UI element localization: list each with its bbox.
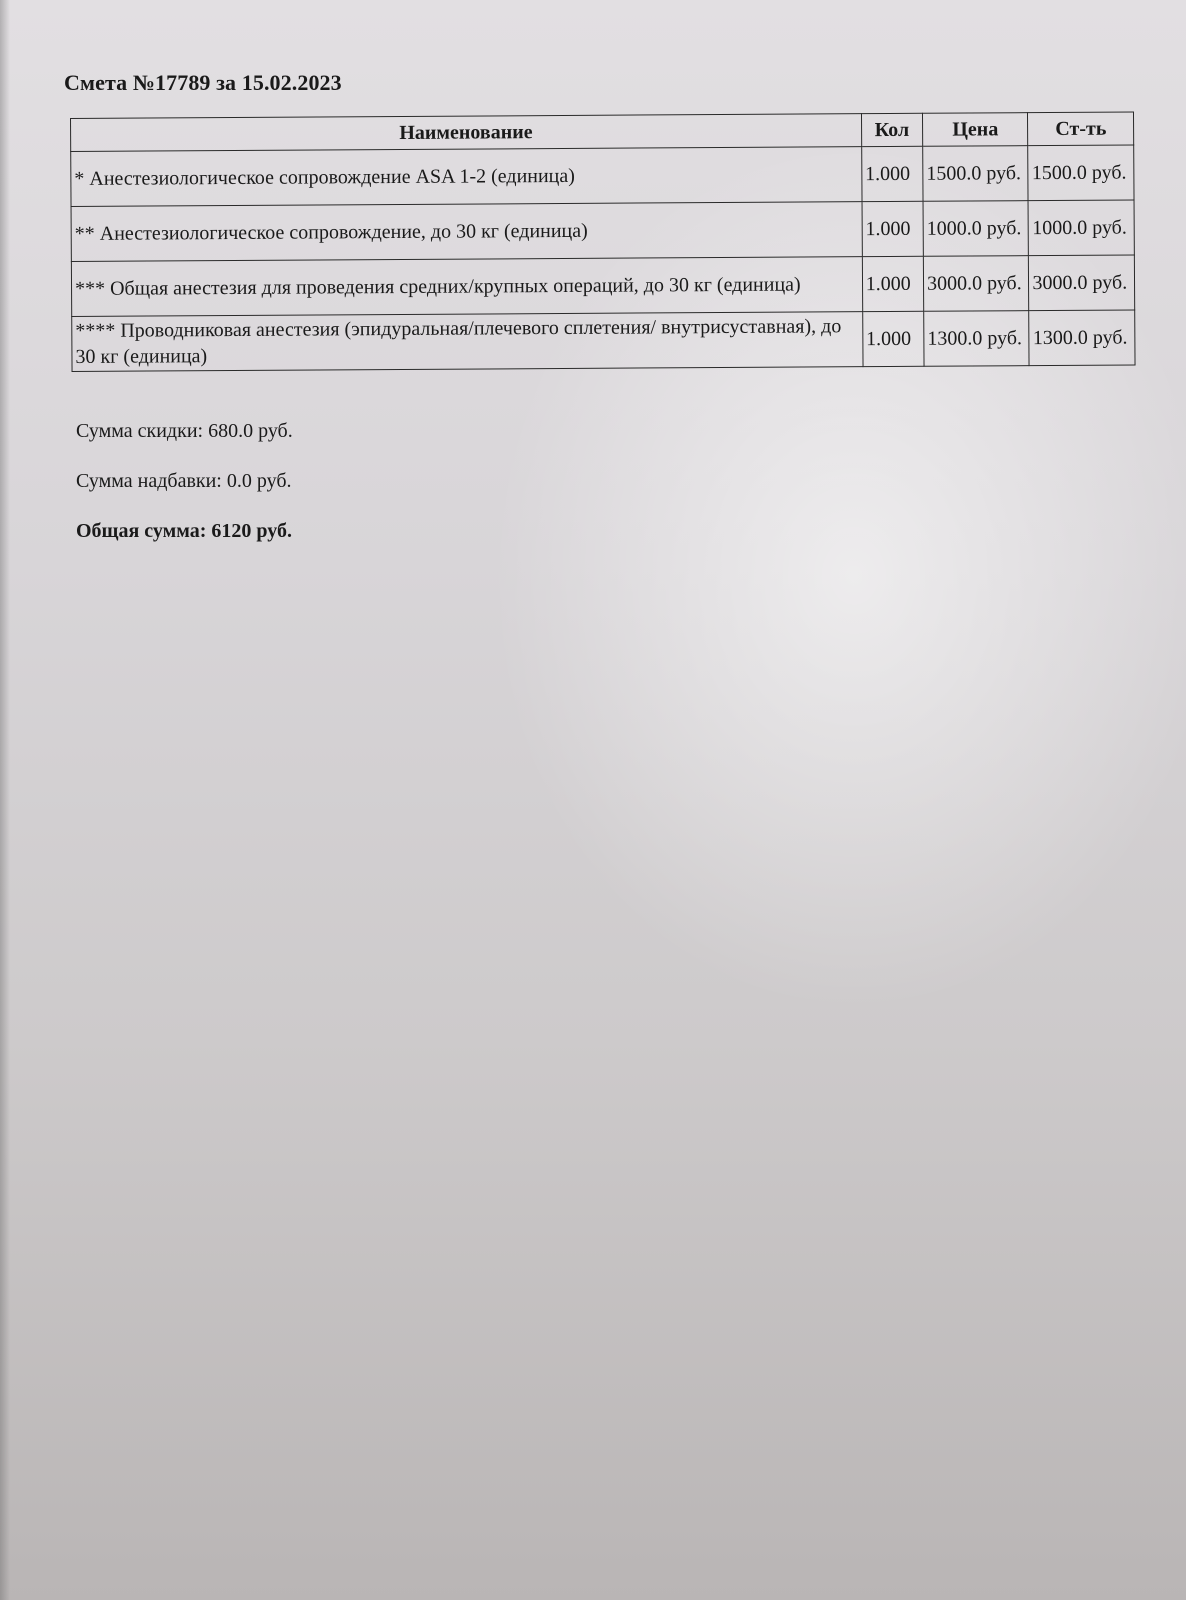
table-row	[72, 310, 1135, 371]
row-cost: 1300.0 руб.	[1029, 310, 1135, 366]
row-qty: 1.000	[862, 256, 924, 311]
discount-sum: Сумма скидки: 680.0 руб.	[76, 420, 293, 442]
row-name: * Анестезиологическое сопровождение ASA 1-2 (единица)	[71, 147, 862, 207]
row-price: 1000.0 руб.	[923, 201, 1029, 257]
row-qty: 1.000	[862, 311, 924, 366]
row-qty: 1.000	[862, 201, 924, 256]
row-name: **** Проводниковая анестезия (эпидуральная/плечевого сплетения/ внутрисуставная), до 30 кг (единица)	[72, 312, 863, 372]
table-row	[71, 145, 1134, 206]
row-price: 3000.0 руб.	[923, 256, 1029, 312]
row-name: ** Анестезиологическое сопровождение, до 30 кг (единица)	[71, 202, 862, 262]
paper-edge-shadow	[0, 0, 10, 1600]
row-cost: 3000.0 руб.	[1029, 255, 1135, 311]
total-sum: Общая сумма: 6120 руб.	[76, 520, 292, 542]
row-name: *** Общая анестезия для проведения средних/крупных операций, до 30 кг (единица)	[71, 257, 862, 317]
row-qty: 1.000	[861, 146, 923, 201]
header-name: Наименование	[71, 114, 862, 152]
estimate-table	[70, 112, 1136, 372]
row-price: 1500.0 руб.	[923, 146, 1029, 202]
row-price: 1300.0 руб.	[924, 311, 1030, 367]
header-price: Цена	[922, 113, 1028, 147]
table-row	[71, 255, 1134, 316]
markup-sum: Сумма надбавки: 0.0 руб.	[76, 470, 292, 492]
header-qty: Кол	[861, 113, 922, 146]
row-cost: 1000.0 руб.	[1029, 200, 1135, 256]
document-title: Смета №17789 за 15.02.2023	[64, 70, 342, 95]
row-cost: 1500.0 руб.	[1028, 145, 1134, 201]
table-row	[71, 200, 1134, 261]
header-cost: Ст-ть	[1028, 112, 1134, 146]
